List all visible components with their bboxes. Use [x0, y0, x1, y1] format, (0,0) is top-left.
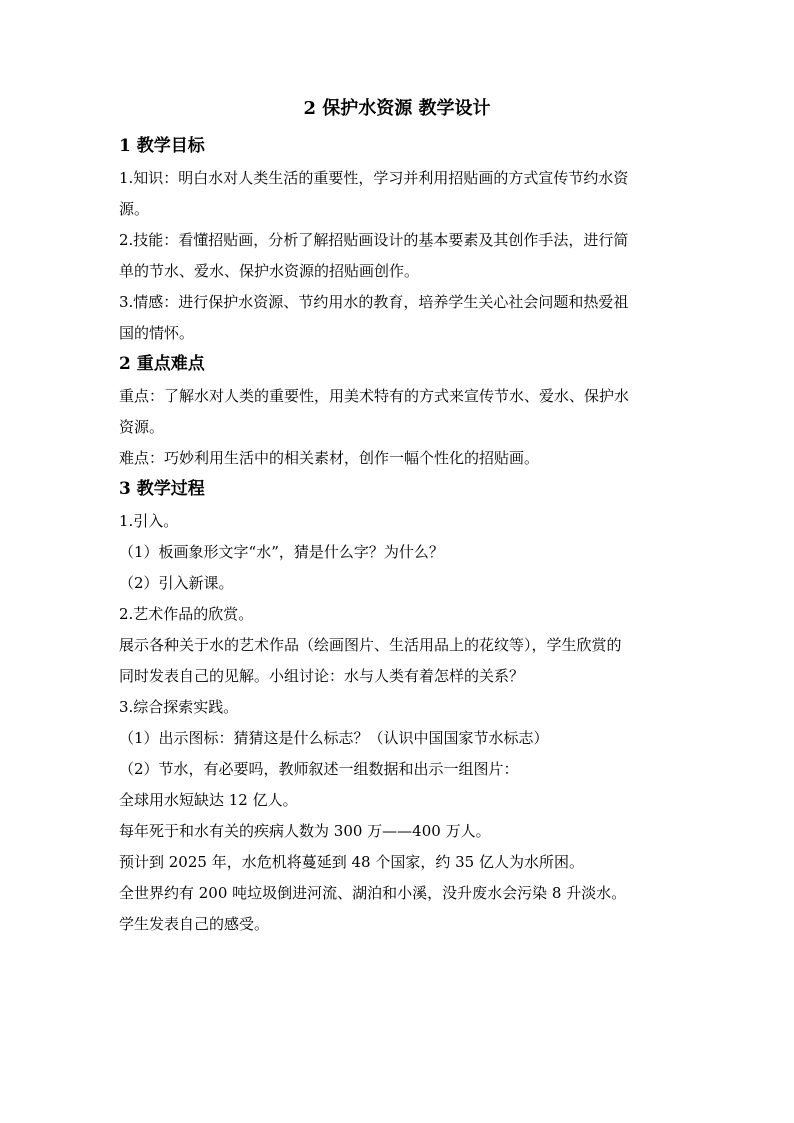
process-line: 3.综合探索实践。 — [119, 698, 239, 716]
process-line: （2）引入新课。 — [119, 574, 234, 592]
process-line: 学生发表自己的感受。 — [119, 915, 270, 933]
process-line: （1）板画象形文字“水”，猜是什么字？为什么？ — [119, 543, 444, 561]
process-line: 同时发表自己的见解。小组讨论：水与人类有着怎样的关系？ — [119, 667, 525, 685]
difficult-point-line: 难点：巧妙利用生活中的相关素材，创作一幅个性化的招贴画。 — [119, 449, 540, 467]
section-heading-objectives: 1 教学目标 — [119, 136, 205, 156]
process-line: 预计到 2025 年，水危机将蔓延到 48 个国家，约 35 亿人为水所困。 — [119, 853, 584, 871]
process-line: 每年死于和水有关的疾病人数为 300 万——400 万人。 — [119, 822, 491, 840]
process-line: 1.引入。 — [119, 512, 179, 530]
process-line: 全世界约有 200 吨垃圾倒进河流、湖泊和小溪，没升废水会污染 8 升淡水。 — [119, 884, 627, 902]
objective-knowledge-line-1: 1.知识：明白水对人类生活的重要性，学习并利用招贴画的方式宣传节约水资 — [119, 169, 629, 187]
process-line: 全球用水短缺达 12 亿人。 — [119, 791, 298, 809]
objective-emotion-line-1: 3.情感：进行保护水资源、节约用水的教育，培养学生关心社会问题和热爱祖 — [119, 293, 629, 311]
document-body — [119, 131, 679, 940]
objective-skill-line-1: 2.技能：看懂招贴画，分析了解招贴画设计的基本要素及其创作手法，进行简 — [119, 231, 629, 249]
process-line: 2.艺术作品的欣赏。 — [119, 605, 254, 623]
objective-skill-line-2: 单的节水、爱水、保护水资源的招贴画创作。 — [119, 262, 420, 280]
section-heading-process: 3 教学过程 — [119, 479, 205, 499]
document-title: 2 保护水资源 教学设计 — [303, 98, 491, 119]
objective-knowledge-line-2: 源。 — [119, 200, 150, 218]
process-line: 展示各种关于水的艺术作品（绘画图片、生活用品上的花纹等），学生欣赏的 — [119, 636, 622, 654]
process-line: （1）出示图标：猜猜这是什么标志？（认识中国国家节水标志） — [119, 729, 549, 747]
key-point-line-2: 资源。 — [119, 418, 165, 436]
process-line: （2）节水，有必要吗，教师叙述一组数据和出示一组图片： — [119, 760, 519, 778]
objective-emotion-line-2: 国的情怀。 — [119, 324, 195, 342]
key-point-line-1: 重点：了解水对人类的重要性，用美术特有的方式来宣传节水、爱水、保护水 — [119, 387, 630, 405]
section-heading-key-points: 2 重点难点 — [119, 354, 205, 374]
